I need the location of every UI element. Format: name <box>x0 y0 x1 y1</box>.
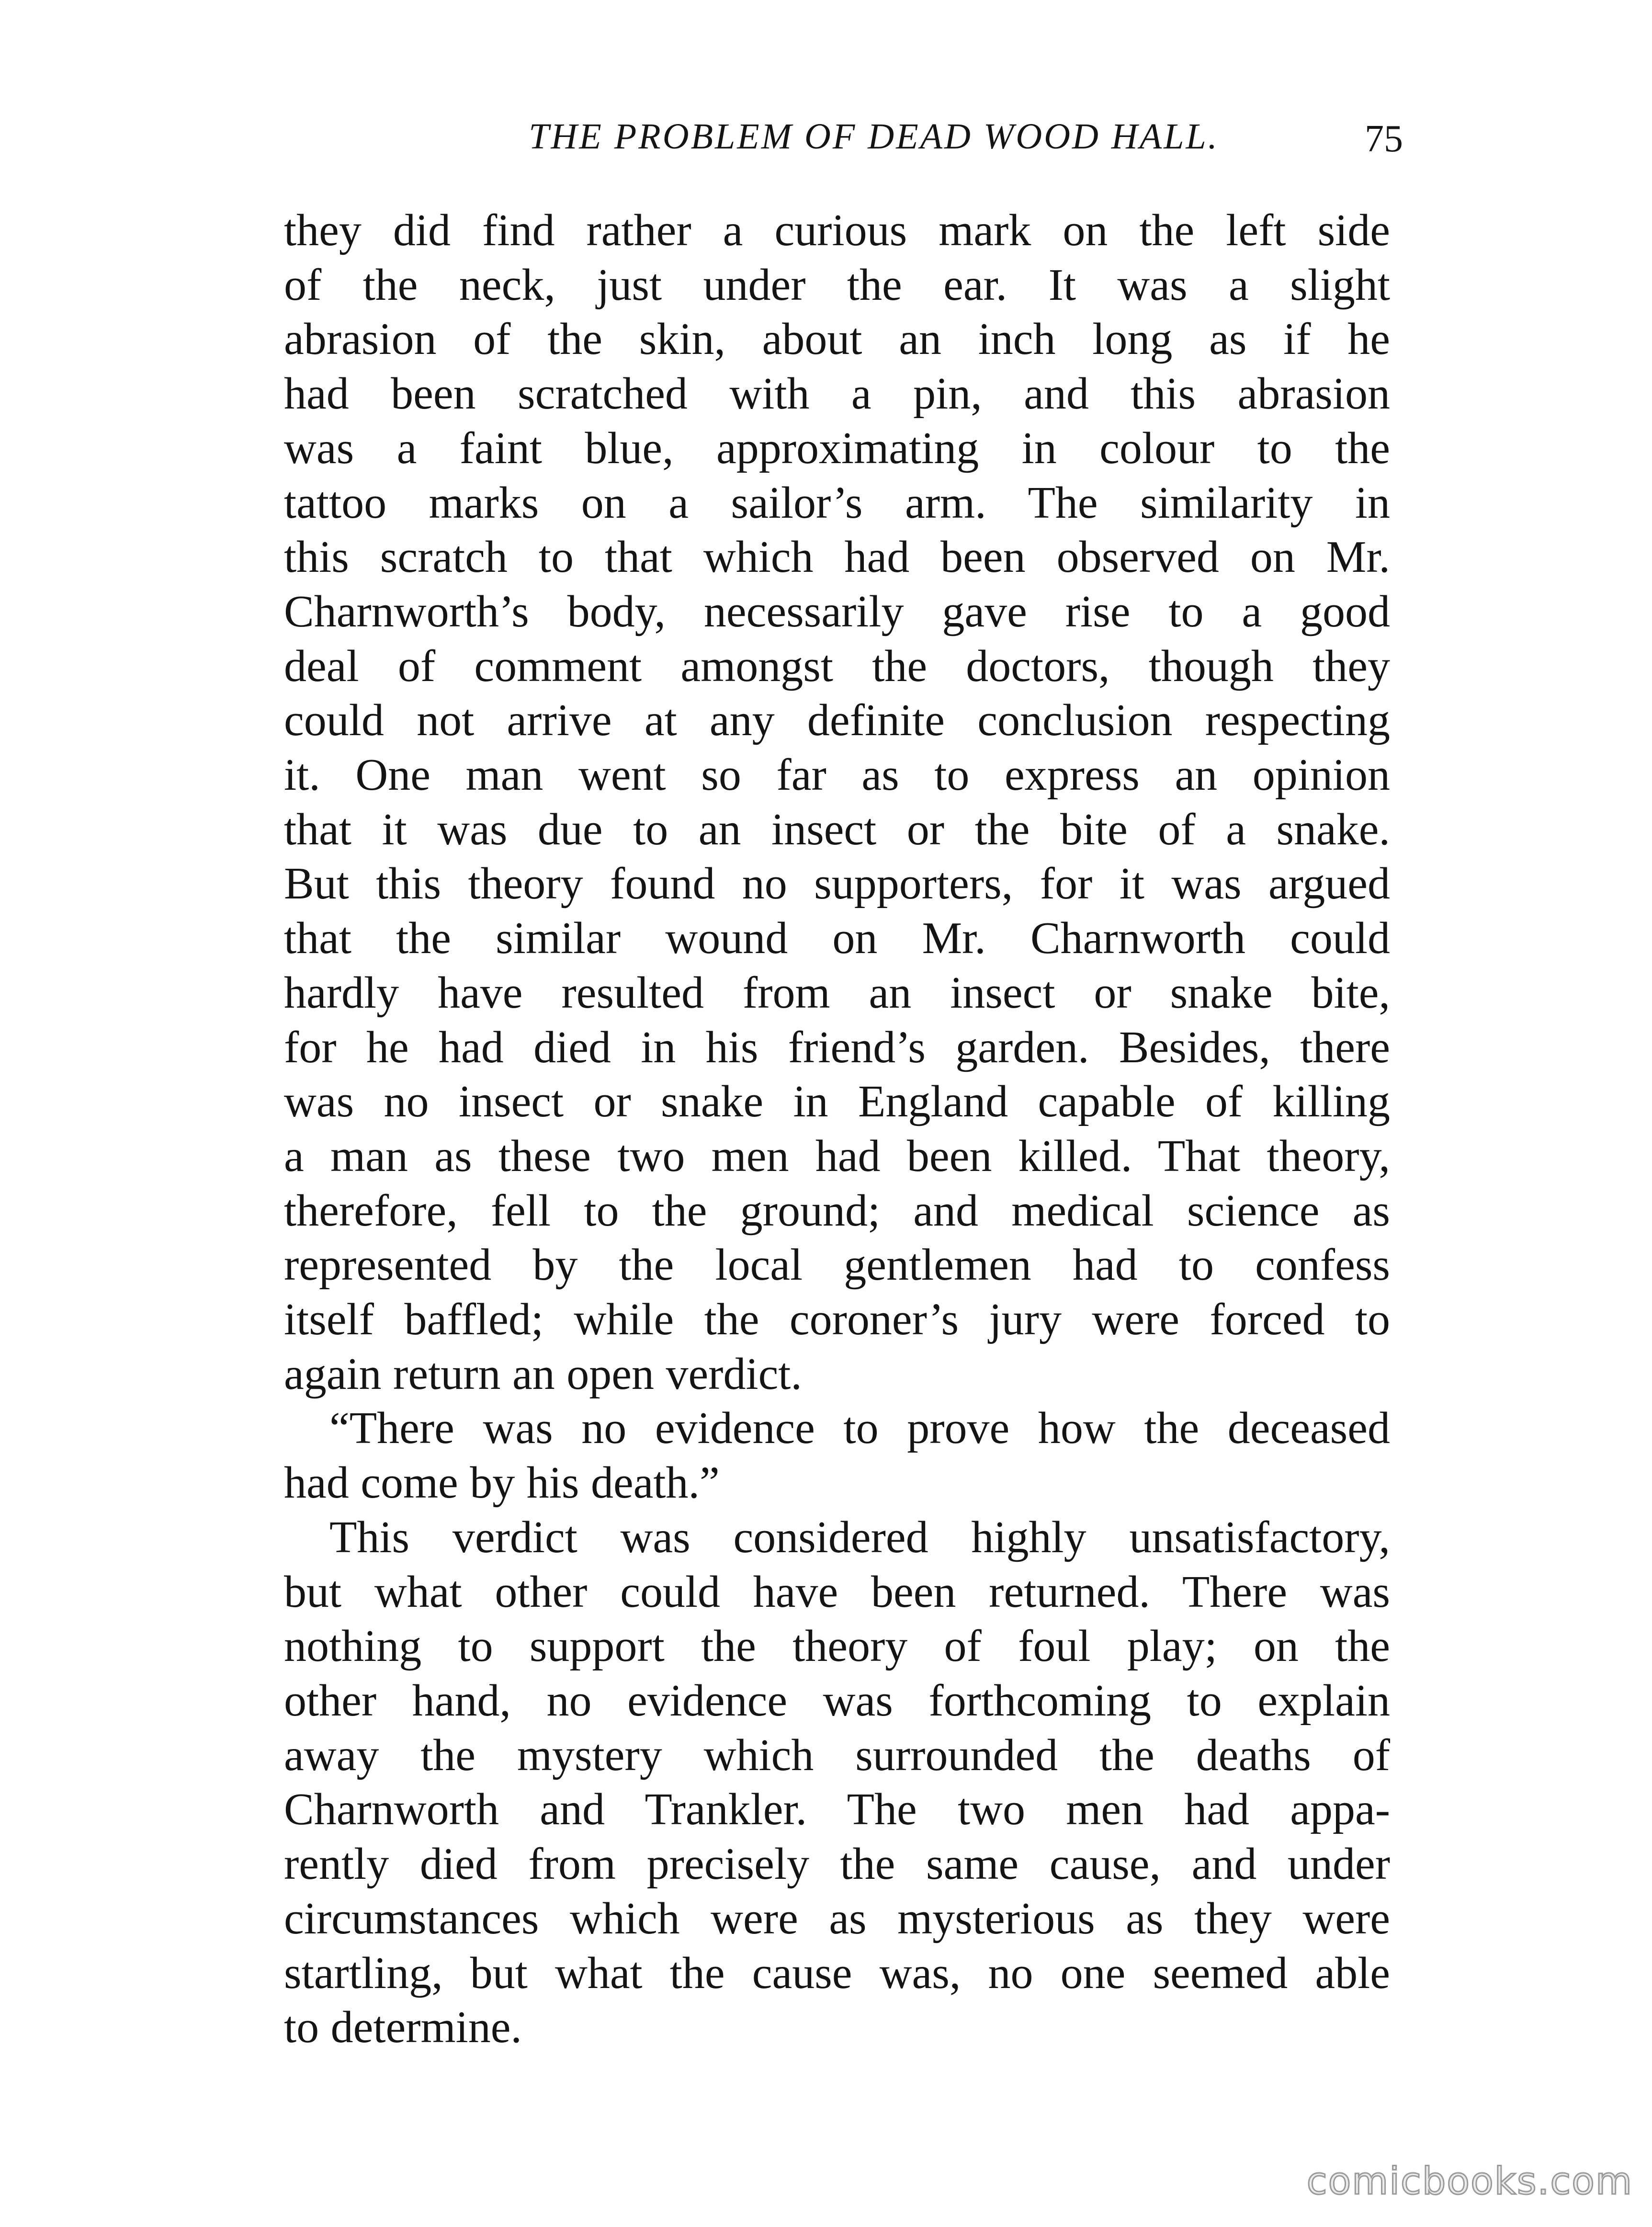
text-line: but what other could have been returned. There was <box>284 1567 1390 1617</box>
paragraph-2 <box>284 1401 1390 1510</box>
text-line: to determine. <box>284 2002 522 2053</box>
text-line: was no insect or snake in England capable of killing <box>284 1077 1390 1127</box>
text-line: that it was due to an insect or the bite of a snake. <box>284 804 1390 854</box>
text-line: that the similar wound on Mr. Charnworth could <box>284 913 1390 964</box>
text-line: they did find rather a curious mark on the left side <box>284 205 1390 255</box>
text-line: This verdict was considered highly unsatisfactory, <box>329 1512 1390 1562</box>
text-line: this scratch to that which had been observed on Mr. <box>284 532 1390 582</box>
text-line: for he had died in his friend’s garden. Besides, there <box>284 1022 1390 1072</box>
text-line: therefore, fell to the ground; and medical science as <box>284 1185 1390 1236</box>
text-line: But this theory found no supporters, for it was argued <box>284 859 1390 909</box>
text-line: nothing to support the theory of foul play; on the <box>284 1621 1390 1671</box>
body-text <box>284 204 1390 2055</box>
page-number: 75 <box>1365 118 1403 160</box>
text-line: startling, but what the cause was, no one seemed able <box>284 1948 1390 1998</box>
text-line: other hand, no evidence was forthcoming to explain <box>284 1675 1390 1726</box>
text-line: it. One man went so far as to express an opinion <box>284 750 1390 800</box>
text-line: of the neck, just under the ear. It was a slight <box>284 260 1390 310</box>
text-line: had come by his death.” <box>284 1458 720 1508</box>
text-line: again return an open verdict. <box>284 1349 802 1399</box>
text-line: Charnworth and Trankler. The two men had appa- <box>284 1784 1390 1835</box>
text-line: “There was no evidence to prove how the deceased <box>329 1403 1390 1454</box>
text-line: circumstances which were as mysterious as they were <box>284 1893 1390 1943</box>
watermark: comicbooks.com <box>1306 2160 1633 2203</box>
text-line: rently died from precisely the same cause, and under <box>284 1839 1390 1889</box>
text-line: Charnworth’s body, necessarily gave rise to a good <box>284 586 1390 636</box>
paragraph-3 <box>284 1511 1390 2055</box>
text-line: tattoo marks on a sailor’s arm. The similarity in <box>284 477 1390 528</box>
text-line: represented by the local gentlemen had to confess <box>284 1240 1390 1290</box>
text-line: deal of comment amongst the doctors, though they <box>284 641 1390 691</box>
running-head: THE PROBLEM OF DEAD WOOD HALL. <box>529 116 1219 157</box>
text-line: was a faint blue, approximating in colour to the <box>284 423 1390 473</box>
text-line: itself baffled; while the coroner’s jury were forced to <box>284 1295 1390 1345</box>
text-line: hardly have resulted from an insect or snake bite, <box>284 967 1390 1018</box>
text-line: abrasion of the skin, about an inch long as if he <box>284 314 1390 364</box>
paragraph-1 <box>284 204 1390 1401</box>
text-line: could not arrive at any definite conclusion respecting <box>284 695 1390 746</box>
text-line: had been scratched with a pin, and this abrasion <box>284 369 1390 419</box>
text-line: a man as these two men had been killed. That theory, <box>284 1131 1390 1181</box>
text-line: away the mystery which surrounded the deaths of <box>284 1730 1390 1780</box>
